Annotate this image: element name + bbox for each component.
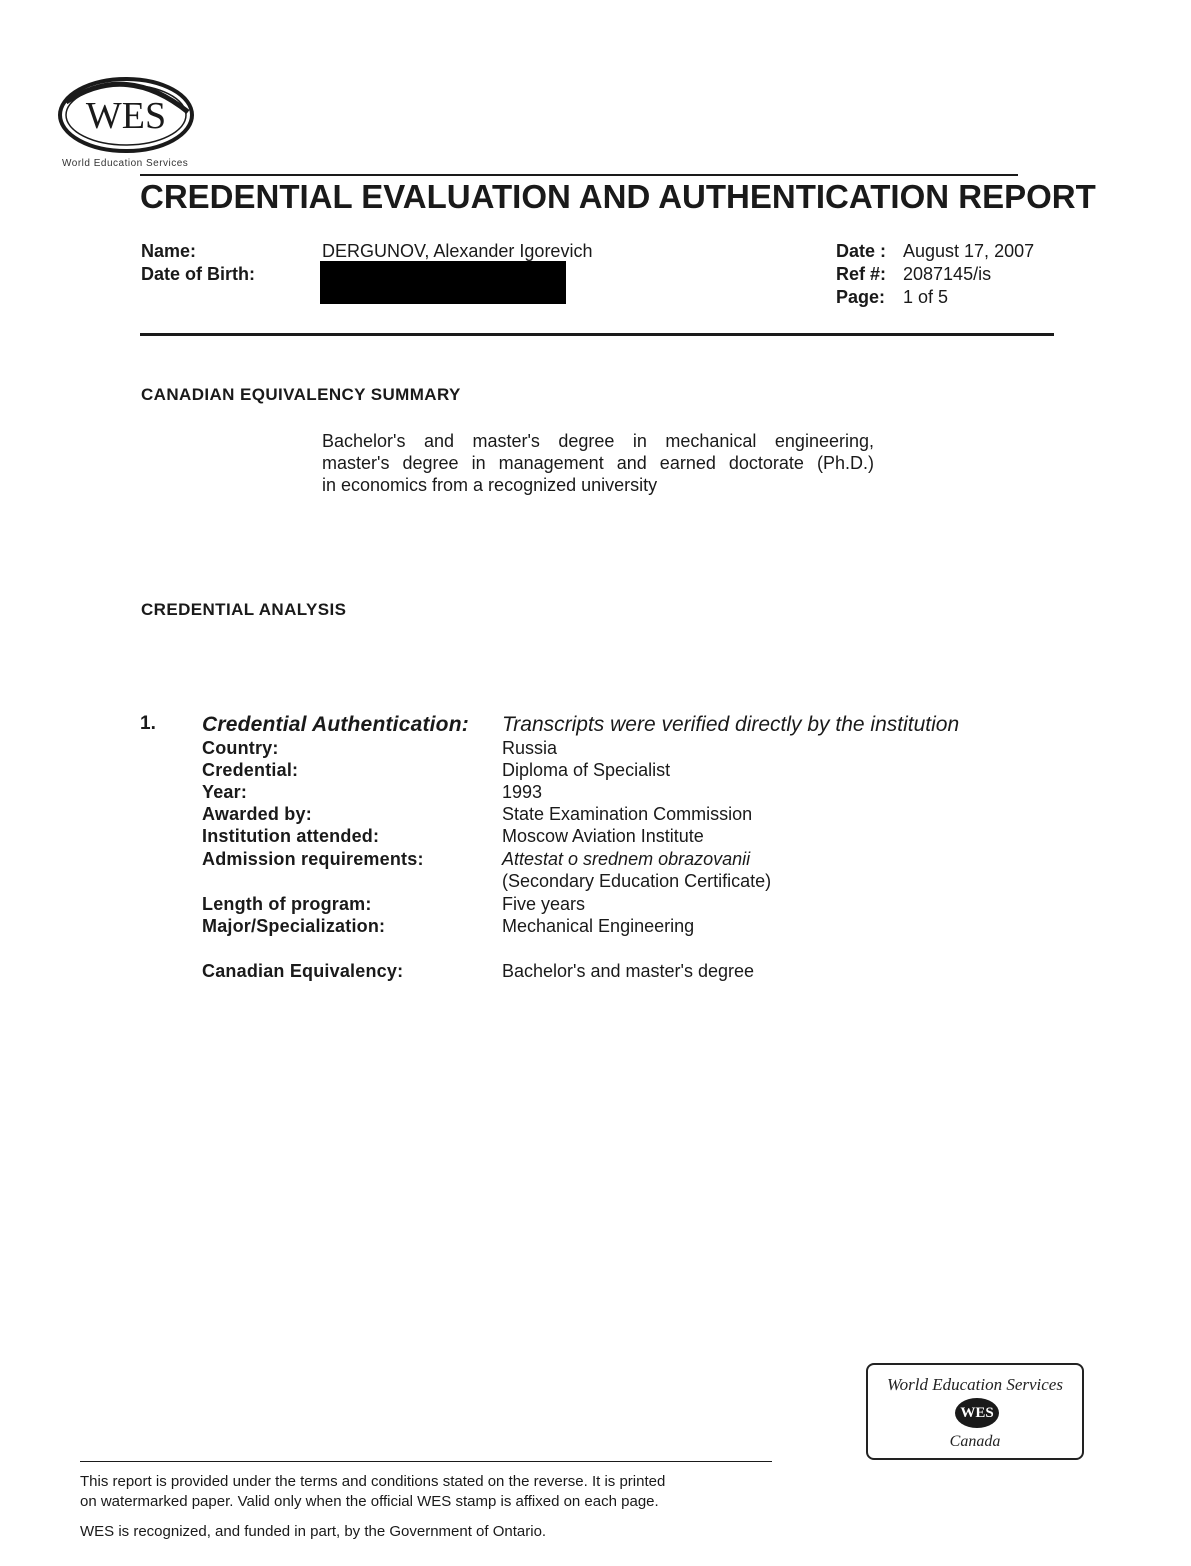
row-label-year: Year: <box>202 782 248 802</box>
stamp-organization: World Education Services <box>887 1375 1063 1394</box>
row-value-major: Mechanical Engineering <box>502 916 695 936</box>
item-number: 1. <box>140 713 156 734</box>
authentication-value: Transcripts were verified directly by the institution <box>502 713 960 736</box>
summary-line: in economics from a recognized university <box>322 475 658 495</box>
row-value-equivalency: Bachelor's and master's degree <box>502 961 755 981</box>
footer-ontario: WES is recognized, and funded in part, by the Government of Ontario. <box>80 1523 547 1540</box>
wes-logo <box>56 72 196 172</box>
footer-rule <box>80 1461 772 1462</box>
page-value: 1 of 5 <box>903 287 949 307</box>
footer-terms-line2: on watermarked paper. Valid only when the official WES stamp is affixed on each page. <box>80 1493 659 1510</box>
date-value: August 17, 2007 <box>903 241 1035 261</box>
analysis-heading: CREDENTIAL ANALYSIS <box>141 600 347 619</box>
row-label-length: Length of program: <box>202 894 372 914</box>
row-value-year: 1993 <box>502 782 543 802</box>
summary-line: master's degree in management and earned doctorate (Ph.D.) <box>322 453 874 473</box>
redacted-block <box>320 261 566 304</box>
footer-terms-line1: This report is provided under the terms and conditions stated on the reverse. It is printed <box>80 1473 666 1490</box>
row-value-length: Five years <box>502 894 586 914</box>
summary-line: Bachelor's and master's degree in mechanical engineering, <box>322 431 874 451</box>
report-title: CREDENTIAL EVALUATION AND AUTHENTICATION REPORT <box>140 178 1096 215</box>
header-bottom-rule <box>140 333 1054 336</box>
page-label: Page: <box>836 287 886 307</box>
row-label-equivalency: Canadian Equivalency: <box>202 961 404 981</box>
row-label-admission: Admission requirements: <box>202 849 424 869</box>
svg-text:WES: WES <box>85 95 167 137</box>
row-value-admission: Attestat o srednem obrazovanii <box>502 849 751 869</box>
row-label-major: Major/Specialization: <box>202 916 386 936</box>
row-label-institution: Institution attended: <box>202 826 380 846</box>
row-value-credential: Diploma of Specialist <box>502 760 671 780</box>
ref-label: Ref #: <box>836 264 887 284</box>
stamp-wes-logo: WES <box>955 1398 999 1428</box>
dob-label: Date of Birth: <box>141 264 255 284</box>
authentication-label: Credential Authentication: <box>202 713 469 736</box>
ref-value: 2087145/is <box>903 264 992 284</box>
row-label-credential: Credential: <box>202 760 299 780</box>
name-label: Name: <box>141 241 197 261</box>
logo-subtitle: World Education Services <box>62 158 189 169</box>
row-value-country: Russia <box>502 738 558 758</box>
wes-logo-emblem <box>56 72 196 162</box>
summary-text <box>322 430 874 496</box>
row-value-institution: Moscow Aviation Institute <box>502 826 704 846</box>
row-value-admission-translation: (Secondary Education Certificate) <box>502 871 772 891</box>
row-label-country: Country: <box>202 738 279 758</box>
date-label: Date : <box>836 241 887 261</box>
title-top-rule <box>140 174 1018 176</box>
row-label-awarded-by: Awarded by: <box>202 804 312 824</box>
stamp-country: Canada <box>949 1433 1001 1450</box>
summary-heading: CANADIAN EQUIVALENCY SUMMARY <box>141 385 461 404</box>
name-value: DERGUNOV, Alexander Igorevich <box>322 241 593 261</box>
wes-stamp <box>866 1363 1084 1460</box>
row-value-awarded-by: State Examination Commission <box>502 804 753 824</box>
